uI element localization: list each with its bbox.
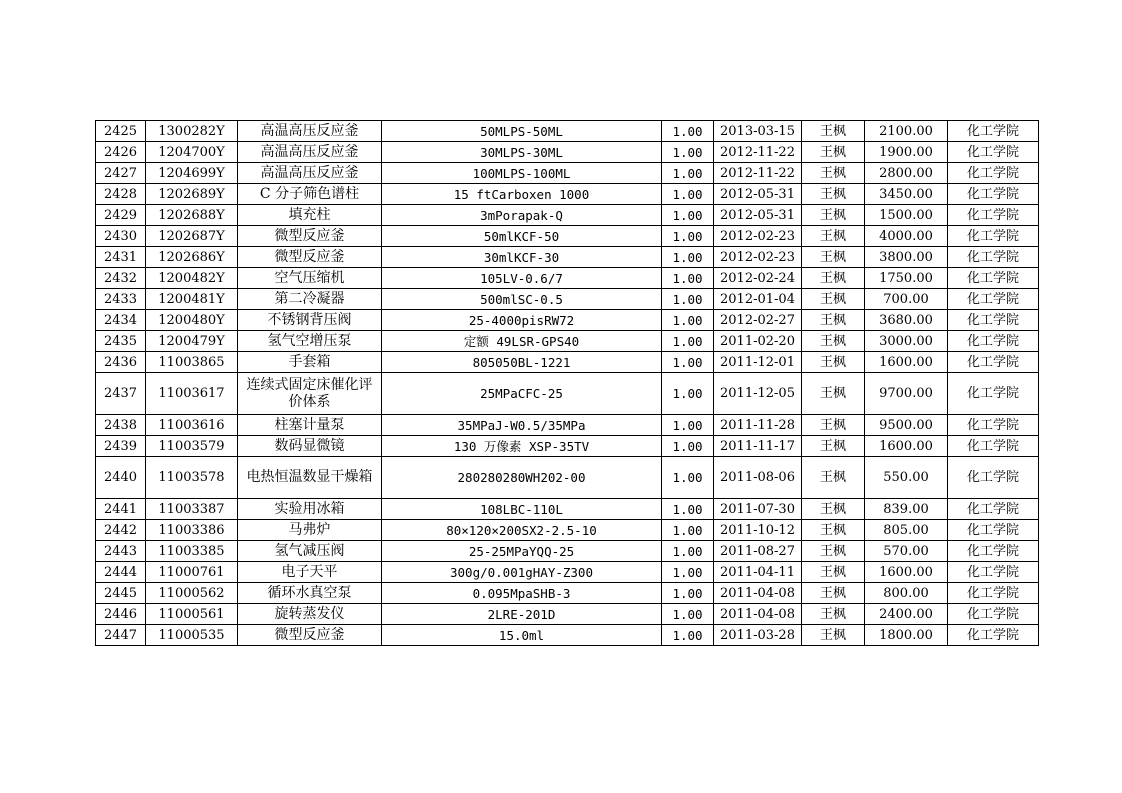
model-spec-cell: 2LRE-201D	[382, 604, 662, 625]
equipment-name-cell: 手套箱	[238, 352, 382, 373]
model-spec-cell: 50mlKCF-50	[382, 226, 662, 247]
table-row	[96, 163, 1039, 184]
asset-code-cell: 11003579	[146, 436, 238, 457]
equipment-name-cell: 高温高压反应釜	[238, 163, 382, 184]
price-cell: 700.00	[865, 289, 948, 310]
row-number-cell: 2428	[96, 184, 146, 205]
asset-code-cell: 11003617	[146, 373, 238, 415]
quantity-cell: 1.00	[662, 121, 714, 142]
table-row	[96, 121, 1039, 142]
model-spec-cell: 30MLPS-30ML	[382, 142, 662, 163]
table-row	[96, 184, 1039, 205]
asset-code-cell: 1200479Y	[146, 331, 238, 352]
asset-code-cell: 1200480Y	[146, 310, 238, 331]
table-row	[96, 457, 1039, 499]
row-number-cell: 2427	[96, 163, 146, 184]
department-cell: 化工学院	[948, 268, 1039, 289]
row-number-cell: 2442	[96, 520, 146, 541]
department-cell: 化工学院	[948, 226, 1039, 247]
asset-code-cell: 1300282Y	[146, 121, 238, 142]
department-cell: 化工学院	[948, 205, 1039, 226]
asset-code-cell: 1202687Y	[146, 226, 238, 247]
custodian-cell: 王枫	[802, 289, 865, 310]
model-spec-cell: 定额 49LSR-GPS40	[382, 331, 662, 352]
custodian-cell: 王枫	[802, 352, 865, 373]
quantity-cell: 1.00	[662, 415, 714, 436]
quantity-cell: 1.00	[662, 163, 714, 184]
quantity-cell: 1.00	[662, 184, 714, 205]
table-row	[96, 520, 1039, 541]
asset-code-cell: 1202688Y	[146, 205, 238, 226]
custodian-cell: 王枫	[802, 457, 865, 499]
equipment-name-cell: 连续式固定床催化评价体系	[238, 373, 382, 415]
purchase-date-cell: 2012-02-24	[714, 268, 802, 289]
custodian-cell: 王枫	[802, 310, 865, 331]
price-cell: 1750.00	[865, 268, 948, 289]
custodian-cell: 王枫	[802, 184, 865, 205]
model-spec-cell: 25-25MPaYQQ-25	[382, 541, 662, 562]
quantity-cell: 1.00	[662, 352, 714, 373]
custodian-cell: 王枫	[802, 142, 865, 163]
price-cell: 1900.00	[865, 142, 948, 163]
quantity-cell: 1.00	[662, 310, 714, 331]
custodian-cell: 王枫	[802, 268, 865, 289]
quantity-cell: 1.00	[662, 247, 714, 268]
asset-code-cell: 11000535	[146, 625, 238, 646]
quantity-cell: 1.00	[662, 373, 714, 415]
department-cell: 化工学院	[948, 163, 1039, 184]
quantity-cell: 1.00	[662, 205, 714, 226]
department-cell: 化工学院	[948, 457, 1039, 499]
equipment-name-cell: 高温高压反应釜	[238, 142, 382, 163]
row-number-cell: 2447	[96, 625, 146, 646]
department-cell: 化工学院	[948, 541, 1039, 562]
model-spec-cell: 130 万像素 XSP-35TV	[382, 436, 662, 457]
equipment-name-cell: 第二冷凝器	[238, 289, 382, 310]
model-spec-cell: 25MPaCFC-25	[382, 373, 662, 415]
purchase-date-cell: 2012-05-31	[714, 184, 802, 205]
purchase-date-cell: 2011-04-08	[714, 583, 802, 604]
custodian-cell: 王枫	[802, 625, 865, 646]
department-cell: 化工学院	[948, 520, 1039, 541]
table-row	[96, 205, 1039, 226]
custodian-cell: 王枫	[802, 247, 865, 268]
model-spec-cell: 500mlSC-0.5	[382, 289, 662, 310]
custodian-cell: 王枫	[802, 415, 865, 436]
quantity-cell: 1.00	[662, 541, 714, 562]
department-cell: 化工学院	[948, 415, 1039, 436]
model-spec-cell: 805050BL-1221	[382, 352, 662, 373]
department-cell: 化工学院	[948, 184, 1039, 205]
price-cell: 3680.00	[865, 310, 948, 331]
table-row	[96, 562, 1039, 583]
price-cell: 2100.00	[865, 121, 948, 142]
table-row	[96, 268, 1039, 289]
purchase-date-cell: 2012-02-27	[714, 310, 802, 331]
asset-code-cell: 11003387	[146, 499, 238, 520]
price-cell: 1500.00	[865, 205, 948, 226]
row-number-cell: 2432	[96, 268, 146, 289]
price-cell: 4000.00	[865, 226, 948, 247]
department-cell: 化工学院	[948, 289, 1039, 310]
row-number-cell: 2433	[96, 289, 146, 310]
asset-code-cell: 1202689Y	[146, 184, 238, 205]
price-cell: 3000.00	[865, 331, 948, 352]
model-spec-cell: 108LBC-110L	[382, 499, 662, 520]
price-cell: 570.00	[865, 541, 948, 562]
equipment-name-cell: 微型反应釜	[238, 226, 382, 247]
model-spec-cell: 80×120×200SX2-2.5-10	[382, 520, 662, 541]
equipment-name-cell: 电子天平	[238, 562, 382, 583]
table-row	[96, 625, 1039, 646]
custodian-cell: 王枫	[802, 541, 865, 562]
custodian-cell: 王枫	[802, 604, 865, 625]
model-spec-cell: 300g/0.001gHAY-Z300	[382, 562, 662, 583]
row-number-cell: 2430	[96, 226, 146, 247]
quantity-cell: 1.00	[662, 604, 714, 625]
purchase-date-cell: 2011-12-01	[714, 352, 802, 373]
equipment-name-cell: 填充柱	[238, 205, 382, 226]
asset-code-cell: 1204699Y	[146, 163, 238, 184]
equipment-name-cell: 实验用冰箱	[238, 499, 382, 520]
asset-code-cell: 11000562	[146, 583, 238, 604]
price-cell: 9700.00	[865, 373, 948, 415]
equipment-name-cell: 循环水真空泵	[238, 583, 382, 604]
purchase-date-cell: 2011-07-30	[714, 499, 802, 520]
price-cell: 805.00	[865, 520, 948, 541]
table-row	[96, 583, 1039, 604]
quantity-cell: 1.00	[662, 268, 714, 289]
table-row	[96, 373, 1039, 415]
department-cell: 化工学院	[948, 331, 1039, 352]
row-number-cell: 2435	[96, 331, 146, 352]
price-cell: 9500.00	[865, 415, 948, 436]
table-row	[96, 226, 1039, 247]
asset-code-cell: 11000561	[146, 604, 238, 625]
equipment-name-cell: 氢气空增压泵	[238, 331, 382, 352]
equipment-name-cell: 微型反应釜	[238, 625, 382, 646]
price-cell: 3800.00	[865, 247, 948, 268]
custodian-cell: 王枫	[802, 583, 865, 604]
purchase-date-cell: 2012-02-23	[714, 226, 802, 247]
purchase-date-cell: 2011-08-06	[714, 457, 802, 499]
price-cell: 550.00	[865, 457, 948, 499]
custodian-cell: 王枫	[802, 163, 865, 184]
department-cell: 化工学院	[948, 499, 1039, 520]
table-row	[96, 142, 1039, 163]
price-cell: 839.00	[865, 499, 948, 520]
equipment-name-cell: 空气压缩机	[238, 268, 382, 289]
asset-code-cell: 1200481Y	[146, 289, 238, 310]
purchase-date-cell: 2012-02-23	[714, 247, 802, 268]
custodian-cell: 王枫	[802, 226, 865, 247]
asset-code-cell: 11003385	[146, 541, 238, 562]
department-cell: 化工学院	[948, 583, 1039, 604]
asset-code-cell: 1200482Y	[146, 268, 238, 289]
purchase-date-cell: 2012-05-31	[714, 205, 802, 226]
asset-code-cell: 1204700Y	[146, 142, 238, 163]
row-number-cell: 2437	[96, 373, 146, 415]
department-cell: 化工学院	[948, 436, 1039, 457]
purchase-date-cell: 2011-02-20	[714, 331, 802, 352]
asset-code-cell: 11003578	[146, 457, 238, 499]
purchase-date-cell: 2011-03-28	[714, 625, 802, 646]
row-number-cell: 2445	[96, 583, 146, 604]
table-row	[96, 310, 1039, 331]
department-cell: 化工学院	[948, 373, 1039, 415]
custodian-cell: 王枫	[802, 205, 865, 226]
model-spec-cell: 100MLPS-100ML	[382, 163, 662, 184]
asset-code-cell: 11003616	[146, 415, 238, 436]
purchase-date-cell: 2011-11-28	[714, 415, 802, 436]
department-cell: 化工学院	[948, 604, 1039, 625]
model-spec-cell: 0.095MpaSHB-3	[382, 583, 662, 604]
purchase-date-cell: 2012-01-04	[714, 289, 802, 310]
quantity-cell: 1.00	[662, 499, 714, 520]
model-spec-cell: 50MLPS-50ML	[382, 121, 662, 142]
purchase-date-cell: 2011-10-12	[714, 520, 802, 541]
purchase-date-cell: 2011-12-05	[714, 373, 802, 415]
quantity-cell: 1.00	[662, 331, 714, 352]
quantity-cell: 1.00	[662, 289, 714, 310]
department-cell: 化工学院	[948, 562, 1039, 583]
row-number-cell: 2440	[96, 457, 146, 499]
equipment-name-cell: 数码显微镜	[238, 436, 382, 457]
equipment-name-cell: 马弗炉	[238, 520, 382, 541]
row-number-cell: 2425	[96, 121, 146, 142]
model-spec-cell: 35MPaJ-W0.5/35MPa	[382, 415, 662, 436]
purchase-date-cell: 2011-04-11	[714, 562, 802, 583]
model-spec-cell: 280280280WH202-00	[382, 457, 662, 499]
table-row	[96, 352, 1039, 373]
quantity-cell: 1.00	[662, 457, 714, 499]
row-number-cell: 2438	[96, 415, 146, 436]
row-number-cell: 2431	[96, 247, 146, 268]
equipment-name-cell: 旋转蒸发仪	[238, 604, 382, 625]
table-row	[96, 415, 1039, 436]
quantity-cell: 1.00	[662, 583, 714, 604]
equipment-name-cell: 柱塞计量泵	[238, 415, 382, 436]
purchase-date-cell: 2011-11-17	[714, 436, 802, 457]
price-cell: 3450.00	[865, 184, 948, 205]
row-number-cell: 2444	[96, 562, 146, 583]
purchase-date-cell: 2013-03-15	[714, 121, 802, 142]
price-cell: 800.00	[865, 583, 948, 604]
asset-code-cell: 1202686Y	[146, 247, 238, 268]
custodian-cell: 王枫	[802, 331, 865, 352]
custodian-cell: 王枫	[802, 520, 865, 541]
model-spec-cell: 3mPorapak-Q	[382, 205, 662, 226]
purchase-date-cell: 2011-04-08	[714, 604, 802, 625]
purchase-date-cell: 2012-11-22	[714, 163, 802, 184]
department-cell: 化工学院	[948, 310, 1039, 331]
row-number-cell: 2443	[96, 541, 146, 562]
price-cell: 1800.00	[865, 625, 948, 646]
quantity-cell: 1.00	[662, 226, 714, 247]
price-cell: 1600.00	[865, 562, 948, 583]
table-row	[96, 247, 1039, 268]
equipment-name-cell: C 分子筛色谱柱	[238, 184, 382, 205]
purchase-date-cell: 2011-08-27	[714, 541, 802, 562]
department-cell: 化工学院	[948, 352, 1039, 373]
custodian-cell: 王枫	[802, 562, 865, 583]
quantity-cell: 1.00	[662, 436, 714, 457]
table-row	[96, 331, 1039, 352]
quantity-cell: 1.00	[662, 625, 714, 646]
price-cell: 2800.00	[865, 163, 948, 184]
department-cell: 化工学院	[948, 625, 1039, 646]
row-number-cell: 2436	[96, 352, 146, 373]
asset-code-cell: 11000761	[146, 562, 238, 583]
model-spec-cell: 105LV-0.6/7	[382, 268, 662, 289]
row-number-cell: 2434	[96, 310, 146, 331]
quantity-cell: 1.00	[662, 142, 714, 163]
custodian-cell: 王枫	[802, 499, 865, 520]
custodian-cell: 王枫	[802, 121, 865, 142]
price-cell: 2400.00	[865, 604, 948, 625]
price-cell: 1600.00	[865, 436, 948, 457]
equipment-name-cell: 氢气减压阀	[238, 541, 382, 562]
price-cell: 1600.00	[865, 352, 948, 373]
asset-table-body	[96, 121, 1039, 646]
asset-table	[95, 120, 1039, 646]
equipment-name-cell: 不锈钢背压阀	[238, 310, 382, 331]
equipment-name-cell: 高温高压反应釜	[238, 121, 382, 142]
model-spec-cell: 30mlKCF-30	[382, 247, 662, 268]
table-row	[96, 604, 1039, 625]
row-number-cell: 2439	[96, 436, 146, 457]
table-row	[96, 436, 1039, 457]
department-cell: 化工学院	[948, 142, 1039, 163]
equipment-name-cell: 微型反应釜	[238, 247, 382, 268]
department-cell: 化工学院	[948, 121, 1039, 142]
model-spec-cell: 15 ftCarboxen 1000	[382, 184, 662, 205]
model-spec-cell: 25-4000pisRW72	[382, 310, 662, 331]
equipment-name-cell: 电热恒温数显干燥箱	[238, 457, 382, 499]
row-number-cell: 2426	[96, 142, 146, 163]
row-number-cell: 2441	[96, 499, 146, 520]
row-number-cell: 2446	[96, 604, 146, 625]
quantity-cell: 1.00	[662, 562, 714, 583]
custodian-cell: 王枫	[802, 373, 865, 415]
row-number-cell: 2429	[96, 205, 146, 226]
table-row	[96, 289, 1039, 310]
asset-code-cell: 11003865	[146, 352, 238, 373]
table-row	[96, 499, 1039, 520]
model-spec-cell: 15.0ml	[382, 625, 662, 646]
quantity-cell: 1.00	[662, 520, 714, 541]
custodian-cell: 王枫	[802, 436, 865, 457]
department-cell: 化工学院	[948, 247, 1039, 268]
purchase-date-cell: 2012-11-22	[714, 142, 802, 163]
asset-code-cell: 11003386	[146, 520, 238, 541]
table-row	[96, 541, 1039, 562]
